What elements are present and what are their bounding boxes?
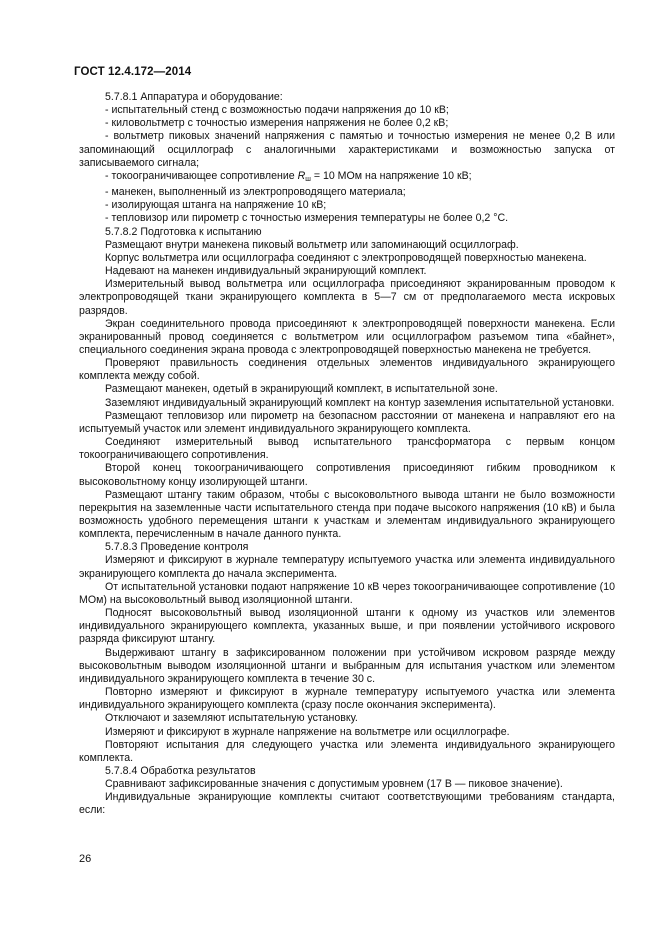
paragraph: Выдерживают штангу в зафиксированном положении при устойчивом искровом разряде между высоковольтным выводом изоляционной штанги и выбранным для испытания участком или элементом индивидуального экранирующего комплекта в течение 30 с. <box>79 646 615 685</box>
paragraph: Размещают внутри манекена пиковый вольтметр или запоминающий осциллограф. <box>105 238 519 251</box>
section-title-5783: 5.7.8.3 Проведение контроля <box>105 541 249 554</box>
list-item: - киловольтметр с точностью измерения напряжения не более 0,2 кВ; <box>105 117 449 130</box>
paragraph: Измеряют и фиксируют в журнале напряжение на вольтметре или осциллографе. <box>105 725 510 738</box>
paragraph: Второй конец токоограничивающего сопротивления присоединяют гибким проводником к высоковольтному концу изолирующей штанги. <box>79 462 615 488</box>
list-item: - тепловизор или пирометр с точностью измерения температуры не более 0,2 °С. <box>105 212 509 225</box>
section-title-5781: 5.7.8.1 Аппаратура и оборудование: <box>105 91 283 103</box>
list-item: - изолирующая штанга на напряжение 10 кВ; <box>105 199 327 212</box>
paragraph: От испытательной установки подают напряжение 10 кВ через токоограничивающее сопротивление (10 МОм) на высоковольтный вывод изоляционной штанги. <box>79 580 615 606</box>
document-header: ГОСТ 12.4.172—2014 <box>74 66 192 78</box>
list-item-resistor: - токоограничивающее сопротивление $R_ш = 10$ МОм на напряжение 10 кВ; <box>105 169 472 183</box>
paragraph: Экран соединительного провода присоединяют к электропроводящей поверхности манекена. Если экранированный провод соединяется с вольтметром или осциллографом разъемом типа «байнет», специального соединения экрана провода с электропроводящей поверхностью манекена не требуется. <box>79 317 615 356</box>
paragraph: Размещают манекен, одетый в экранирующий комплект, в испытательной зоне. <box>105 383 498 396</box>
paragraph: Отключают и заземляют испытательную установку. <box>105 712 358 725</box>
page-number: 26 <box>79 853 92 865</box>
paragraph: Подносят высоковольтный вывод изоляционной штанги к одному из участков или элементов индивидуального экранирующего комплекта, указанных выше, и при появлении устойчивого искрового разряда фиксируют штангу. <box>79 607 615 646</box>
paragraph: Повторно измеряют и фиксируют в журнале температуру испытуемого участка или элемента индивидуального экранирующего комплекта (сразу после окончания эксперимента). <box>79 686 615 712</box>
paragraph: Сравнивают зафиксированные значения с допустимым уровнем (17 В — пиковое значение). <box>105 778 563 791</box>
paragraph: Надевают на манекен индивидуальный экранирующий комплект. <box>105 265 427 278</box>
paragraph: Размещают штангу таким образом, чтобы с высоковольтного вывода штанги не было возможности перекрытия на заземленные части испытательного стенда при подаче высокого напряжения (10 кВ) и была возможность удобного перемещения штанги к участкам и элементам индивидуального экранирующего комплекта, перечисленным в начале данного пункта. <box>79 488 615 541</box>
list-item: - испытательный стенд с возможностью подачи напряжения до 10 кВ; <box>105 104 449 117</box>
document-body <box>79 91 615 818</box>
paragraph: Размещают тепловизор или пирометр на безопасном расстоянии от манекена и направляют его на испытуемый участок или элемент индивидуального экранирующего комплекта. <box>79 409 615 435</box>
paragraph: Повторяют испытания для следующего участка или элемента индивидуального экранирующего комплекта. <box>79 738 615 764</box>
resistor-symbol: R <box>297 169 306 182</box>
list-item: - манекен, выполненный из электропроводящего материала; <box>105 186 406 199</box>
paragraph: Корпус вольтметра или осциллографа соединяют с электропроводящей поверхностью манекена. <box>105 251 587 264</box>
section-title-5784: 5.7.8.4 Обработка результатов <box>105 764 256 777</box>
paragraph: Соединяют измерительный вывод испытательного трансформатора с первым концом токоограничивающего сопротивления. <box>79 436 615 462</box>
paragraph: Индивидуальные экранирующие комплекты считают соответствующими требованиям стандарта, если: <box>79 791 615 817</box>
paragraph: Измеряют и фиксируют в журнале температуру испытуемого участка или элемента индивидуального экранирующего комплекта до начала эксперимента. <box>79 554 615 580</box>
paragraph: Проверяют правильность соединения отдельных элементов индивидуального экранирующего комплекта между собой. <box>79 357 615 383</box>
section-title-5782: 5.7.8.2 Подготовка к испытанию <box>105 225 262 238</box>
paragraph: Заземляют индивидуальный экранирующий комплект на контур заземления испытательной установки. <box>105 396 615 409</box>
list-item: - вольтметр пиковых значений напряжения с памятью и точностью измерения не менее 0,2 В или запоминающий осциллограф с аналогичными характеристиками и возможностью запуска от записываемого сигнала; <box>79 130 615 169</box>
paragraph: Измерительный вывод вольтметра или осциллографа присоединяют экранированным проводом к электропроводящей ткани экранирующего комплекта в 5—7 см от предполагаемого места искровых разрядов. <box>79 278 615 317</box>
resistor-subscript: ш <box>305 175 311 183</box>
